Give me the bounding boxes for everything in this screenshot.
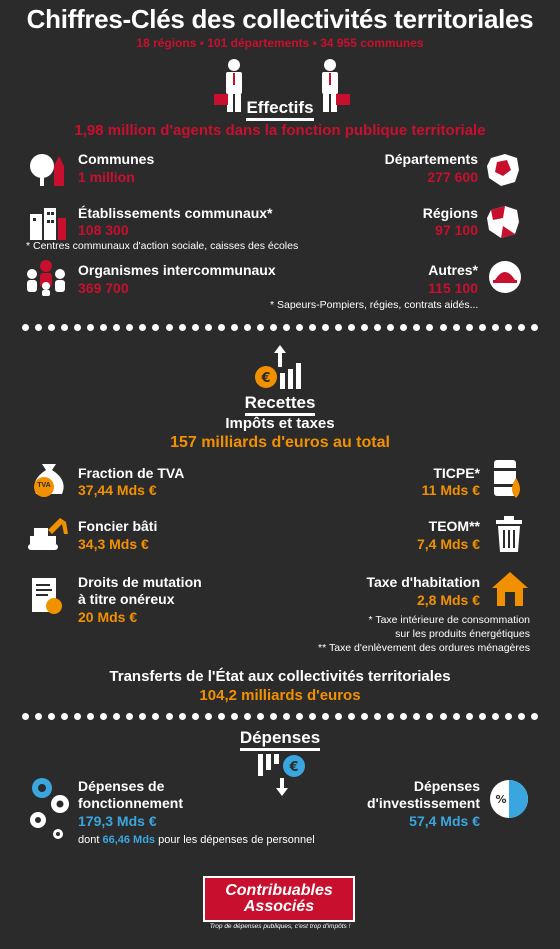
communes-value: 1 million [78,169,135,185]
page-subtitle: 18 régions • 101 départements • 34 955 communes [136,36,424,50]
effectifs-note-1: * Centres communaux d'action sociale, caisses des écoles [26,240,299,252]
divider-dot [244,713,251,720]
divider-dot [218,324,225,331]
divider-dot [192,713,199,720]
divider-dot [192,324,199,331]
divider-dot [479,713,486,720]
divider-dot [61,324,68,331]
divider-dot [126,713,133,720]
logo-tagline: Trop de dépenses publiques, c'est trop d'impôts ! [209,923,351,930]
divider-dot [179,324,186,331]
divider-dot [518,713,525,720]
divider-dot [322,324,329,331]
divider-dot [283,324,290,331]
regions-value: 97 100 [435,222,478,238]
recettes-note-1a: * Taxe intérieure de consommation [368,614,530,626]
divider-dot [453,713,460,720]
divider-dot [335,713,342,720]
divider-dot [453,324,460,331]
divider-dot [48,324,55,331]
logo-line-1: Contribuables [225,882,333,899]
divider-dot [466,324,473,331]
ticpe-label: TICPE* [433,465,480,481]
recettes-sublabel: Impôts et taxes [225,415,335,432]
divider-dot [400,324,407,331]
divider-dot [166,713,173,720]
divider-dot [152,324,159,331]
intercommunaux-label: Organismes intercommunaux [78,262,276,278]
divider-dot [270,713,277,720]
divider-dot [87,324,94,331]
ticpe-value: 11 Mds € [421,482,480,498]
divider-dot [479,324,486,331]
teom-label: TEOM** [428,518,480,534]
fonctionnement-label-1: Dépenses de [78,778,165,794]
gears-icon [24,774,74,840]
habitation-value: 2,8 Mds € [416,592,480,608]
divider-dot [257,324,264,331]
divider-dot [296,713,303,720]
house-icon [490,570,530,608]
firefighter-helmet-icon [487,260,523,294]
divider-dot [231,324,238,331]
droits-label-line1: Droits de mutation [78,574,202,590]
divider-dot [322,713,329,720]
page-title: Chiffres-Clés des collectivités territoriales [26,4,534,34]
droits-label-line2: à titre onéreux [78,591,175,607]
divider-dot [361,324,368,331]
foncier-label: Foncier bâti [78,518,158,534]
effectifs-headline: 1,98 million d'agents dans la fonction publique territoriale [74,122,486,139]
divider-dot [518,324,525,331]
divider-dot [166,324,173,331]
divider-dot [100,324,107,331]
foncier-value: 34,3 Mds € [78,536,149,552]
divider-dot [400,713,407,720]
divider-dot [374,324,381,331]
etablissements-label: Établissements communaux* [78,205,273,221]
divider-dot [139,713,146,720]
divider-dot [244,324,251,331]
investissement-label-1: Dépenses [413,778,480,794]
tree-church-icon [28,152,68,188]
personnel-line: dont 66,46 Mds pour les dépenses de personnel [78,834,315,846]
svg-text:%: % [495,793,507,806]
divider-dot [113,324,120,331]
divider-dot [87,713,94,720]
divider-dot [74,713,81,720]
divider-dot [22,324,29,331]
divider-dot [531,324,538,331]
investissement-value: 57,4 Mds € [409,813,480,829]
divider-dot [74,324,81,331]
divider-dot [335,324,342,331]
divider-dot [309,713,316,720]
depenses-label: Dépenses [220,728,340,748]
dotted-divider [22,324,538,334]
divider-dot [426,324,433,331]
recettes-label: Recettes [220,393,340,413]
divider-dot [257,713,264,720]
divider-dot [139,324,146,331]
divider-dot [61,713,68,720]
teom-value: 7,4 Mds € [416,536,480,552]
divider-dot [270,324,277,331]
divider-dot [205,713,212,720]
regions-label: Régions [422,205,478,221]
divider-dot [505,713,512,720]
recettes-note-2: ** Taxe d'enlèvement des ordures ménagères [318,642,530,654]
divider-dot [348,713,355,720]
coin-growth-icon [252,343,308,391]
divider-dot [48,713,55,720]
regions-map-icon [485,204,523,240]
communes-label: Communes [78,151,155,167]
divider-dot [35,324,42,331]
divider-dot [35,713,42,720]
droits-value: 20 Mds € [78,609,138,625]
excavator-icon [26,514,72,552]
departements-label: Départements [384,151,478,167]
money-bag-icon [28,460,70,498]
recettes-note-1b: sur les produits énergétiques [395,628,530,640]
france-map-icon [485,152,523,188]
trash-bin-icon [494,514,524,554]
svg-text:€: € [289,760,299,775]
divider-dot [466,713,473,720]
effectifs-note-2: * Sapeurs-Pompiers, régies, contrats aidés... [270,299,479,311]
coin-decrease-icon [252,752,308,798]
contribuables-logo[interactable] [203,876,355,922]
divider-dot [126,324,133,331]
departements-value: 277 600 [427,169,478,185]
recettes-headline: 157 milliards d'euros au total [170,434,390,451]
tva-label: Fraction de TVA [78,465,185,481]
divider-dot [492,713,499,720]
effectifs-label: Effectifs [220,98,340,118]
divider-dot [218,713,225,720]
divider-dot [413,713,420,720]
divider-dot [531,713,538,720]
dotted-divider-2 [22,713,538,723]
divider-dot [179,713,186,720]
divider-dot [505,324,512,331]
intercommunaux-value: 369 700 [78,280,129,296]
habitation-label: Taxe d'habitation [366,574,480,590]
fuel-barrel-icon [490,458,526,502]
transferts-value: 104,2 milliards d'euros [199,687,361,704]
pie-percent-icon [488,778,530,820]
divider-dot [361,713,368,720]
divider-dot [440,324,447,331]
divider-dot [426,713,433,720]
fonctionnement-value: 179,3 Mds € [78,813,157,829]
divider-dot [374,713,381,720]
autres-value: 115 100 [428,280,478,296]
deed-document-icon [28,576,68,618]
buildings-icon [28,204,68,240]
divider-dot [492,324,499,331]
divider-dot [113,713,120,720]
transferts-label: Transferts de l'État aux collectivités territoriales [109,668,451,685]
divider-dot [387,713,394,720]
group-people-icon [24,258,68,296]
divider-dot [348,324,355,331]
divider-dot [205,324,212,331]
divider-dot [309,324,316,331]
autres-label: Autres* [428,262,478,278]
svg-text:€: € [261,371,271,386]
logo-line-2: Associés [243,898,315,915]
divider-dot [296,324,303,331]
divider-dot [152,713,159,720]
divider-dot [100,713,107,720]
etablissements-value: 108 300 [78,222,129,238]
divider-dot [231,713,238,720]
fonctionnement-label-2: fonctionnement [78,795,183,811]
divider-dot [413,324,420,331]
tva-value: 37,44 Mds € [78,482,157,498]
investissement-label-2: d'investissement [366,795,480,811]
divider-dot [440,713,447,720]
divider-dot [283,713,290,720]
tva-icon-text: TVA [37,482,51,489]
divider-dot [387,324,394,331]
divider-dot [22,713,29,720]
